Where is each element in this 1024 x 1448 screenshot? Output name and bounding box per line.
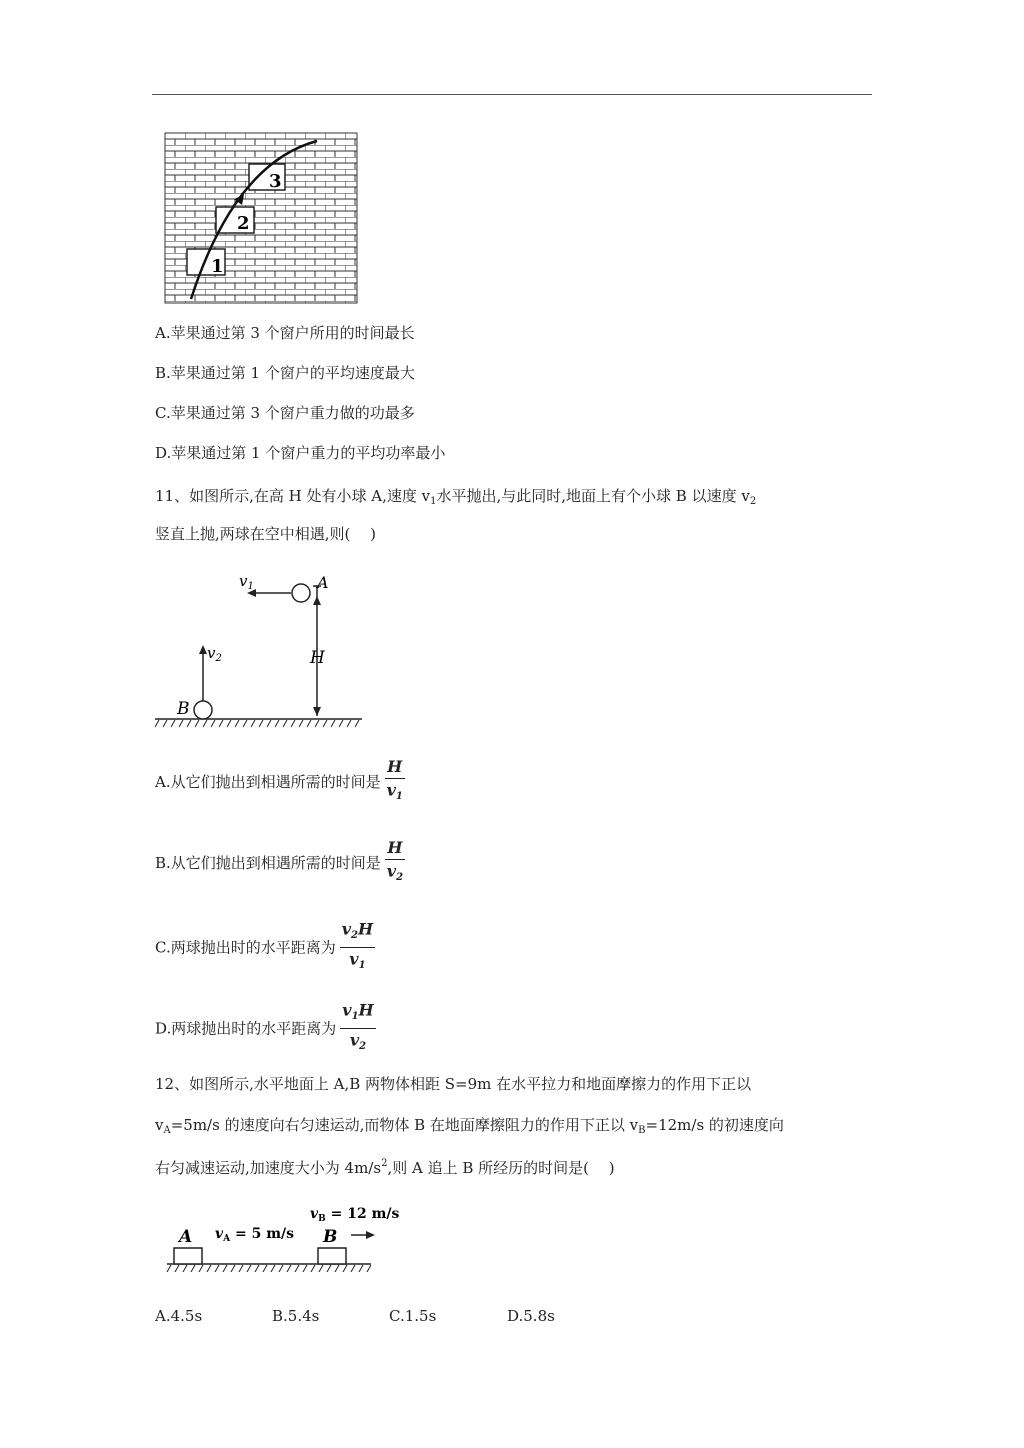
ball-a — [292, 584, 310, 602]
q10-option-c: C.苹果通过第 3 个窗户重力做的功最多 — [155, 404, 415, 422]
h-arrow-bottom — [313, 707, 321, 716]
window-label-3: 3 — [269, 171, 282, 192]
q10-option-a: A.苹果通过第 3 个窗户所用的时间最长 — [155, 324, 415, 342]
q12-option-d: D.5.8s — [507, 1307, 555, 1325]
label-b: B — [177, 699, 190, 719]
h-arrow-top — [313, 596, 321, 605]
q11-option-c: C.两球抛出时的水平距离为 $\frac{v_2H}{v_1}$ — [155, 919, 374, 972]
header-rule — [152, 94, 872, 95]
vb-arrowhead — [366, 1231, 375, 1239]
q11-option-b: B.从它们抛出到相遇所需的时间是 $\frac{H}{v_2}$ — [155, 838, 404, 884]
q12-option-a: A.4.5s — [155, 1307, 203, 1325]
label-vb: $v_B = 12$ m/s — [310, 1206, 400, 1224]
q11-stem-line1: 11、如图所示,在高 H 处有小球 A,速度 $v_1$水平抛出,与此同时,地面上有个小球 B 以速度 $v_2$ — [155, 487, 757, 507]
ball-b — [194, 701, 212, 719]
label-h: H — [310, 648, 325, 668]
blocks-figure — [165, 1200, 400, 1278]
brick-wall-figure — [165, 133, 357, 303]
label-va: $v_A = 5$ m/s — [215, 1226, 295, 1244]
label-block-a: A — [179, 1227, 193, 1247]
label-block-b: B — [323, 1227, 338, 1247]
q11-option-a: A.从它们抛出到相遇所需的时间是 $\frac{H}{v_1}$ — [155, 757, 403, 803]
label-v2: $v_2$ — [207, 644, 222, 664]
window-label-1: 1 — [211, 256, 224, 277]
projectile-figure — [155, 568, 370, 730]
v2-arrowhead — [199, 645, 207, 654]
block-b — [318, 1248, 346, 1264]
q12-option-c: C.1.5s — [389, 1307, 437, 1325]
q12-stem-line3: 右匀减速运动,加速度大小为 $4m/s^2$,则 A 追上 B 所经历的时间是( ) — [155, 1158, 615, 1177]
q12-option-b: B.5.4s — [272, 1307, 320, 1325]
q11-option-d: D.两球抛出时的水平距离为 $\frac{v_1H}{v_2}$ — [155, 1000, 374, 1053]
label-v1: $v_1$ — [239, 572, 254, 592]
q11-stem-line2: 竖直上抛,两球在空中相遇,则( ) — [155, 525, 377, 543]
q10-option-b: B.苹果通过第 1 个窗户的平均速度最大 — [155, 364, 415, 382]
window-label-2: 2 — [237, 213, 250, 234]
q12-stem-line2: $v_A=5m/s$ 的速度向右匀速运动,而物体 B 在地面摩擦阻力的作用下正以 $v_B=12m/s$ 的初速度向 — [155, 1116, 784, 1136]
label-a: A — [317, 573, 329, 592]
q10-option-d: D.苹果通过第 1 个窗户重力的平均功率最小 — [155, 444, 446, 462]
block-a — [174, 1248, 202, 1264]
q12-stem-line1: 12、如图所示,水平地面上 A,B 两物体相距 S=9m 在水平拉力和地面摩擦力的作用下正以 — [155, 1075, 752, 1093]
